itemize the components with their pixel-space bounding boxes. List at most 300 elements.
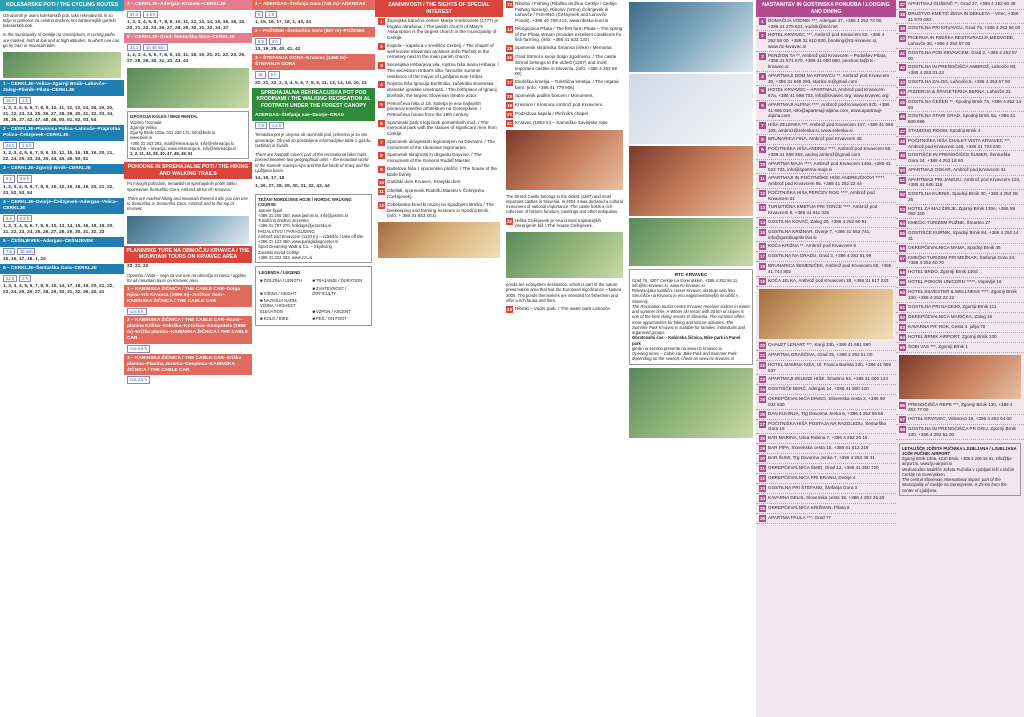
cycle-route-0 xyxy=(0,80,124,125)
lodging-item-text: GOSTILNA PRI KRVAVCU, Grad 76, +386 4 252 56 00 xyxy=(908,25,1021,31)
sight-item xyxy=(375,119,503,138)
hike-trail-time: 5 h xyxy=(268,71,280,78)
sight-item-text: Petrovčeva hiša iz 18. stoletja je ena najlepših primerov kmečke arhitekture na Gorenjskem. / Petrovčeva house from the 18th century. xyxy=(387,100,482,118)
lodging-item xyxy=(756,474,896,484)
lodging-item-text: APARTMA PAULA ***, Grad 77 xyxy=(768,515,832,521)
castle-text: The Strmol Castle belongs to the oldest (1287) and most important castles in Slovenia. In 2004 it was declared a cultural monument of national importance. The castle hosts a rich collection of historic furniture, paintings and other antiquities. xyxy=(506,193,623,215)
lodging-item-number: 2 xyxy=(759,32,766,39)
cart-photo xyxy=(629,218,753,266)
forest-text-sl: Tematska pot je urejena ob ravninski poti, primerna je za vse generacije. Ob poti so postavljene informacijske table o gozdu, rastlinah in živalih. xyxy=(255,132,372,148)
cycling-intro-sl: Označenih je osem kolesarskih poti, tako rekreativnih, ki so lažje in primerne za celotno družino, kot zahtevnejših gorskih kolesarskih poti. xyxy=(3,12,116,28)
sight-item-number: 15 xyxy=(506,46,512,52)
lodging-item-number: 8 xyxy=(759,136,766,143)
rental-line: Vozimo / Kontakt xyxy=(130,119,162,125)
sight-item-text: Krvavec (1853 m) – Kamniško Savinjske Alpe xyxy=(515,119,608,125)
sights-column xyxy=(375,0,503,717)
airport-title: LETALIŠČE JOŽETA PUČNIKA LJUBLJANA / LJUBLJANA JOŽE PUČNIK AIRPORT xyxy=(902,445,1017,456)
lodging-item-number: 22 xyxy=(759,362,765,368)
lodging-item-number: 33 xyxy=(759,486,765,492)
legend-title: LEGENDA / LEGEND xyxy=(259,270,301,276)
lodging-item-number: 53 xyxy=(899,206,905,212)
lodging-item-number: 16 xyxy=(759,244,765,250)
field-photo xyxy=(3,52,121,78)
lodging-item xyxy=(896,323,1024,333)
lodging-item-number: 56 xyxy=(899,245,905,251)
bike-rental-box xyxy=(127,111,249,159)
lodging-item-number: 66 xyxy=(899,402,905,408)
cycle-route-km: 6,6 xyxy=(3,215,15,222)
sight-item-number: 20 xyxy=(506,111,512,117)
ski-text-en: The Recreation tourist centre Krvavec receives visitors in winter and summer time. A Winter ski resort with 30 km of slopes is one of the best skiing resorts in Slovenia. The summer offers more opportunities for hiking and leisure activities. The Summer Park Krvavec is suitable for families, individuals and organised groups. xyxy=(632,303,750,336)
sight-item xyxy=(375,61,503,80)
cycle-route-b-title: 7 – CERKLJE–Adergas–Krvavec–CERKLJE xyxy=(124,0,252,10)
interior-photo xyxy=(629,146,753,216)
lodging-item xyxy=(896,425,1024,439)
sight-item xyxy=(503,53,626,78)
lodging-item-number: 29 xyxy=(759,446,765,452)
lodging-item xyxy=(896,244,1024,254)
sight-item-text: Rojstna hiša Ignacija Borštnika, začetnika slovenske dramske igralske umetnosti. / The birthplace of Ignacij Borštnik, the largest Slovenian theatre actor. xyxy=(387,81,497,98)
lodging-item-text: GOSTILNA IN PRENOČIŠČA PR OGU, Zgornji Brnik 130, +386 4 252 51 00 xyxy=(908,426,1016,437)
lodging-item xyxy=(756,434,896,444)
lodging-item-text: HOTEL ZA MAJ ŽIRIJE, Zgornji Brnik 130e, +386 59 092 100 xyxy=(908,205,1015,217)
sight-item-text: Spominski park s kipi bork pomembnih mož. / The memorial park with the statues of significant men from Cerklje. xyxy=(387,119,497,137)
lodging-item-number: 10 xyxy=(759,161,765,167)
dish-photo xyxy=(899,355,1021,399)
cyclist-photo xyxy=(759,289,893,339)
lodging-item-number: 65 xyxy=(899,344,905,350)
cycle-route-nums: 1, 2, 3, 4, 5, 6, 7, 8, 9, 10, 13, 14, 15, 16, 18, 19, 20, 21, 22, 23, 24, 25, 26, 27, 28, 29, 30, 31, 32, 33 xyxy=(3,223,114,235)
sight-item-number: 13 xyxy=(506,2,512,7)
lodging-item-number: 1 xyxy=(759,18,766,25)
cycle-route-b-1 xyxy=(124,33,252,66)
lodging-item xyxy=(756,444,896,454)
lodging-item xyxy=(756,145,896,159)
cycle-route-nums: 1, 2, 3, 4, 5, 6, 7, 8, 9, 10, 12, 16, 18, 19, 20, 21, 22, 23, 52, 53, 54 xyxy=(3,184,114,196)
lodging-item xyxy=(756,218,896,228)
lodging-item-number: 37 xyxy=(899,2,905,7)
sight-item xyxy=(375,138,503,151)
airport-addr: Zgornji Brnik 130a, 4210 Brnik, +386 4 206 19 81, info@lju-airport.si, www.lju-airport.si xyxy=(902,456,1013,467)
lodging-item-text: ŠOBI VAS ***, Zgornji Brnik 1 xyxy=(908,343,968,349)
lodging-item-number: 9 xyxy=(759,146,766,153)
lodging-item-text: POČITNIŠKA HIŠA PERČEV ROG ****, Ambrož pod Krvavcem 51 xyxy=(768,189,875,201)
hike-trail-nums: 13, 19, 28, 40, 41, 42 xyxy=(255,47,301,53)
lodging-item-text: TURISTIČNA KMETIJA PRI TONCE ****, Ambrož pod Krvavcem 6, +386 41 611 325 xyxy=(768,204,878,216)
cycle-route-time: 0,5 h xyxy=(17,175,32,182)
lodging-item-number: 20 xyxy=(759,342,765,348)
lodging-item-number: 31 xyxy=(759,466,765,472)
lodging-item xyxy=(756,203,896,217)
lodging-item-text: BAR PIPA, Slovenska cesta 15, +386 41 613 218 xyxy=(768,445,869,451)
legend-item: ■ TRAJANJE / DURATION xyxy=(312,278,363,284)
contacts-title: TEŽAVI NORDIJSKE HOJE / NORDIC WALKING COURSE xyxy=(258,197,352,208)
sight-item-text: Podzidova kapela / Plečnik's chapel xyxy=(515,110,588,116)
lodging-item xyxy=(756,242,896,252)
airport-text-sl: Mednarodno letališče Jožeta Pučnika v Ljubljani leži v občini Cerklje na Gorenjskem. xyxy=(902,466,1014,477)
sight-item-text: Ekološka kmetija – Turistična kmetija. / The organic farm. (info: +386 41 779 906) xyxy=(515,79,620,90)
church-photo xyxy=(629,2,753,72)
forest-nums-2: 1, 26, 27, 28, 29, 30, 31, 32, 43, 44 xyxy=(255,184,330,190)
lodging-item-number: 19 xyxy=(759,278,765,284)
sight-item-number: 1 xyxy=(378,18,385,25)
sight-item xyxy=(503,78,626,91)
cable-route-title: 1 – KABINSKA ŽIČNICA / THE CABLE CAR–Dolga Njiva–vrh Krvavca (1999 m)–Jurčkov dom–KABINSKA ŽIČNICA / THE CABLE CAR xyxy=(124,285,252,307)
cycle-route-time: 30 min xyxy=(17,248,36,255)
sight-item xyxy=(375,17,503,42)
cycle-route-b-time: 1h 45 min xyxy=(143,44,167,51)
cable-route-1 xyxy=(124,316,252,353)
lodging-item-number: 64 xyxy=(899,334,905,340)
lodging-item-text: DAN KUHINJA, Trg Davorina Jenka 5, +386 4 252 55 55 xyxy=(768,410,884,416)
cycle-route-nums: 1, 2, 3, 4, 5, 6, 7, 8, 9, 10, 14, 17, 18, 19, 20, 21, 22, 23, 24, 25, 26, 27, 28, 29, 30, 31, 32, 36, 40, 41 xyxy=(3,284,114,296)
lodging-item-number: 12 xyxy=(759,190,765,196)
cycle-route-time: 1,5 h xyxy=(19,142,34,149)
lodging-item-number: 36 xyxy=(759,516,765,522)
sight-item-text: Barletova hiša z spominsko ploščo. / The house of the Barle family. xyxy=(387,165,497,177)
contact-line: +386 41 222 333, www.zzc.si xyxy=(258,254,313,260)
sight-item-text: Spomenik skrajnosti in drigantu Dayvine. / The monument of the General Rudolf Maister. xyxy=(387,152,482,164)
sight-item-number: 10 xyxy=(378,180,384,186)
lodging-item-number: 57 xyxy=(899,255,905,261)
lodging-item-text: POČITNIŠKA HIŠA ANDREJ ****, Ambrož pod Krvavcem 58, +386 41 668 253, andrej.ambrož@gmail.com xyxy=(768,146,892,158)
meadow-photo xyxy=(127,68,249,108)
contacts-box xyxy=(255,194,372,263)
cycle-route-title: 4 – CERKLJE–Dvorje–Češnjevek–Adergas–Velica–CERKLJE xyxy=(0,198,124,214)
lodging-item-number: 15 xyxy=(759,229,765,235)
sights-column-2 xyxy=(503,0,626,717)
trails-column xyxy=(252,0,375,717)
sight-item xyxy=(375,165,503,178)
lodging-item xyxy=(896,303,1024,313)
lodging-item xyxy=(896,0,1024,10)
bike-rental-title: IZPOSOJA KOLES / BIKE RENTAL xyxy=(130,114,198,120)
lodging-item xyxy=(756,52,896,72)
lodging-item xyxy=(896,88,1024,98)
ski-title: RTC KRVAVEC xyxy=(674,272,708,277)
sight-item xyxy=(503,0,626,25)
lodging-item-number: 41 xyxy=(899,50,905,56)
lodging-item-text: GOSTILNA POD KRVAVCEM, Grad 2, +386 4 252 57 00 xyxy=(908,49,1018,61)
contact-line: Zaratski zavod Cerklje xyxy=(258,249,300,255)
lodging-item-text: APARTMAJI DOM NA KRVAVCU **, Ambrož pod Krvavcem 30, +386 31 648 293, stanko.m@gmail.com xyxy=(768,72,890,84)
cycle-route-km: 22,1 xyxy=(3,142,17,149)
bike-rental-nums: 1, 3, 11, 24, 28, 30, 47, 48, 49, 51 xyxy=(130,151,193,157)
sight-item-number: 7 xyxy=(378,139,385,146)
lodging-item-text: PIZZERIJA & ŠPAGETERIJA BERNA, Lahovče 21 xyxy=(908,88,1011,94)
sight-item-number: 8 xyxy=(378,152,385,159)
lodging-item xyxy=(896,112,1024,126)
lodging-item xyxy=(756,189,896,203)
lodging-item-text: POČITNIŠKA HIŠA POSTAJA NA RAZGLEDU, Šenturška Gora 15 xyxy=(768,420,886,432)
lodging-item-text: APARTMAJI ALPINA ****, Ambrož pod Krvavcem 67b, +386 41 686 010, info@apartmaji-alpina.com, www.apartmaji-alpina.com xyxy=(768,101,890,119)
sight-item-number: 17 xyxy=(506,80,512,86)
sight-item-number: 9 xyxy=(378,166,385,173)
lodging-item xyxy=(896,49,1024,63)
lodging-item-number: 26 xyxy=(759,411,765,417)
lodging-item xyxy=(896,190,1024,204)
lodging-item-number: 34 xyxy=(759,496,765,502)
cable-route-title: 2 – KABINSKA ŽIČNICA / THE CABLE CAR–Razor–planina Kriška–Kokrška–Korošica–Kompotela (1989 m)–Križka planina–KABINSKA ŽIČNICA / THE CABLE CAR xyxy=(124,316,252,344)
sight-item-text: Secesijska Hribarjeva vila, rojstna hiša Ivana Hribarja. / The secession Hribar's villa, favourite summer residence of the mayor of Ljubljana Ivan Hribar. xyxy=(387,62,500,79)
lodging-item-text: KAVARNA DELIS, Slovenska cesta 15, +386 4 252 25 25 xyxy=(768,495,885,501)
sight-item-number: 11 xyxy=(379,189,384,195)
cycle-route-km: 9,2 xyxy=(3,175,15,182)
lodging-item xyxy=(756,174,896,188)
lodging-item-text: GOSTILNA STARI GRAD, Spodnji Brnik 5a, +386 41 608 696 xyxy=(908,113,1016,125)
lodging-item xyxy=(756,361,896,375)
lodging-item-number: 28 xyxy=(759,436,765,442)
cycling-column xyxy=(0,0,124,717)
cycle-route-5 xyxy=(0,264,124,297)
lodging-item xyxy=(896,10,1024,24)
lodging-item-text: HOTEL BRDO, Zgornji Brnik 130d xyxy=(908,269,978,275)
lodging-item-number: 17 xyxy=(759,254,765,260)
cycle-route-1 xyxy=(0,125,124,164)
cycle-route-title: 6 – CERKLJE–Šenturška Gora–CERKLJE xyxy=(0,264,124,274)
lodging-item xyxy=(756,121,896,135)
lodging-item-text: DRUŠTVO KMETIČ ŽENA IN DEKLETA – Vrtec, +386 41 870 020 xyxy=(908,11,1019,22)
sight-item xyxy=(503,110,626,119)
lodging-item-text: KMEČKI TURIZEM PRI MEŽNAR, Štefanja Gora 24, +386 4 252 60 70 xyxy=(908,254,1016,266)
sight-item-text: Ribolov / Fishing (Ribiška družina Cerklje / Cerklje Fishing Society). Ribolov (Vrtno) Češnjevek in Lahovče / FISHING (Češnjevek and Lahovče Ponds). +386 40 768 214, www.ribiska-kunt.si xyxy=(515,1,617,24)
lodging-item-text: KMEČKI TURIZEM PUŽNE, Šmartno 27 xyxy=(908,220,991,226)
lodging-item-number: 5 xyxy=(759,87,766,94)
lodging-item-number: 68 xyxy=(899,427,905,433)
lodging-item xyxy=(756,454,896,464)
lodging-item-text: OKREPČEVALNICA KRIŽMAN, Pšata 8 xyxy=(768,505,850,511)
lodging-item-text: GOSTILNA IN PRENOČIŠČA AMBROŽ, Lahovče 80, +386 4 252 31 23 xyxy=(908,64,1017,76)
lodging-item-text: BAR ŠUMI, Trg Davorina Jenka 7, +386 4 252 46 31 xyxy=(768,455,875,461)
lodging-item-number: 55 xyxy=(899,231,905,237)
sight-item-number: 4 xyxy=(378,81,385,88)
cycle-route-time: 1 h xyxy=(19,97,31,104)
sight-item-text: Spomenik ukrajinskim legionarjem na Davovini. / The monument of the Ukrainian legionaries. xyxy=(387,138,495,150)
lodging-item xyxy=(756,86,896,100)
lodging-item-number: 7 xyxy=(759,122,766,129)
village-photo xyxy=(378,222,500,258)
lodging-item-text: OKREPČEVALNICA MAMA, Spodnji Brnik 35 xyxy=(908,244,1001,250)
lodging-item xyxy=(896,313,1024,323)
hills-photo xyxy=(629,368,753,438)
lodging-item xyxy=(756,31,896,51)
sight-item-text: Župnijska baročna cerkev Marije Vnebovzete (1777) je bogato okrašena. / The parish church of Mary's Assumption is the largest church in the municipality of Cerklje. xyxy=(387,18,499,41)
cycle-route-km: 7,6 xyxy=(3,248,15,255)
sight-item-number: 5 xyxy=(378,101,385,108)
legend-item: ■ DOLŽINA / LENGTH xyxy=(260,278,303,284)
sight-item xyxy=(375,151,503,164)
sight-item-number: 18 xyxy=(506,93,512,99)
lodging-item-number: 38 xyxy=(899,12,905,17)
lodging-item-text: POČITNIŠKA HIŠA CHALET VISTA KRVAVEC ***, Ambrož pod Krvavcem 146, +386 41 723 040 xyxy=(908,137,1011,149)
lodging-item xyxy=(756,464,896,474)
hike-trail-2 xyxy=(252,54,375,87)
lodging-item-number: 30 xyxy=(759,456,765,462)
ski-info-title: Obratovalni čas – Kabinska žičnica, Bike park in Panel park xyxy=(632,335,741,346)
ponds-photo xyxy=(506,232,623,278)
sight-item-number: 21 xyxy=(506,120,512,126)
lodging-item xyxy=(896,333,1024,343)
cycle-route-b-km: 37,2 xyxy=(127,11,141,18)
hike-trail-time: 1 h xyxy=(265,11,277,18)
hike-trail-nums: 20, 21, 22, 2, 3, 4, 5, 6, 7, 8, 9, 11, 13, 14, 16, 20, 22 xyxy=(255,80,367,86)
ski-summer: Opening times – Cable car, Bike Park and Summer Park: depending on the season, check on www.rtc-krvavec.si xyxy=(632,351,738,362)
lodging-item xyxy=(896,219,1024,229)
airport-box xyxy=(899,443,1021,496)
lodging-item-text: HOTEL POKION UNICORN *****, Vopovlje 16 xyxy=(908,279,1002,285)
lodging-item-number: 62 xyxy=(899,314,905,320)
cable-route-time: cca 5 h xyxy=(127,308,147,315)
hike-trail-km: 9,9 xyxy=(255,38,267,45)
contact-line: Jasmin Šparl xyxy=(258,207,283,213)
lodging-item-text: HOTEL KRVAVEC, Velesovo 19, +386 4 252 54 00 xyxy=(908,416,1012,422)
lodging-item xyxy=(896,176,1024,190)
lodging-item xyxy=(756,262,896,276)
cycle-route-4 xyxy=(0,237,124,264)
sight-item-text: Kapela – kapelica v središču Cerkelj. / The chapel of well known Slovenian architect Jože Plečnik in the cemetery next to the main parish church. xyxy=(387,42,494,60)
lodging-item-number: 6 xyxy=(759,102,766,109)
lodging-item xyxy=(896,63,1024,77)
cycle-route-3 xyxy=(0,198,124,237)
legend-box xyxy=(255,266,372,326)
sight-item-number: 2 xyxy=(378,43,385,50)
cable-route-time: cca 4,5 h xyxy=(127,345,150,352)
contact-line: +386 31 205 250, www.jasmin.si, info@jasmin.si xyxy=(258,212,348,218)
lodging-item xyxy=(756,277,896,287)
lodging-item xyxy=(896,151,1024,165)
lodging-item xyxy=(756,160,896,174)
cycle-route-title: 1 – CERKLJE–Velica–Zgornji Brnik–Lahovče–Zalog–Pšenik–Pšata–CERKLJE xyxy=(0,80,124,96)
lodging-column xyxy=(756,0,896,717)
lodging-item xyxy=(756,484,896,494)
sight-item-text: Gasilski dom Krvavec, Kranjski dom. xyxy=(387,179,462,185)
lodging-item-text: GOSTILNA ZALOG, Lahovče 5, +386 4 252 57 00 xyxy=(908,78,1011,84)
hiking-intro-sl: Po mnogih pohodnih, tematskih in sprehajalnih poteh lahko spoznavate Šenturško Goro, Ambrož ali na vrh Krvavca. xyxy=(127,181,237,192)
lodging-item-text: APARTMAJI ZELENE HIŠE, Šmartno 64, +386 31 000 123 xyxy=(768,376,888,382)
lodging-item xyxy=(756,252,896,262)
lodging-item-text: GOSTIŠČE KURNIK, Spodnji Brnik 84, +386 4 252 14 31 xyxy=(908,230,1019,241)
cycle-route-b-time: 3,5 h xyxy=(143,11,158,18)
lodging-item-text: GOSTILNA ČEŠEN **, Spodnji Brnik 73, +386 4 252 14 94 xyxy=(908,98,1021,110)
rental-line: www.bele.si xyxy=(130,135,153,141)
cable-route-time: cca 3,5 h xyxy=(127,376,150,383)
sight-item xyxy=(375,201,503,220)
lodging-item-number: 13 xyxy=(759,205,765,211)
sight-item xyxy=(375,187,503,200)
lodging-item-text: APARTMA GRAŠČINA, Grad 25, +386 4 252 51 00 xyxy=(768,351,873,357)
lodging-item-number: 52 xyxy=(899,192,905,198)
legend-item: ■ VZPON / ASCENT xyxy=(312,308,351,314)
hike-trail-title: 2 – POŽENIK–Šenturška Gora (867 m)–POŽENIK xyxy=(252,27,375,37)
cycle-route-b-0 xyxy=(124,0,252,33)
cycling-intro-en: In the municipality of Cerklje na Gorenjskem, 8 cycling paths are marked, both at low and at high altitudes, to which one can go by train or mountain bike. xyxy=(3,32,120,48)
contact-line: Turistično društvo Jezersko xyxy=(258,218,309,224)
legend-item: ■ PEŠ / ON FOOT xyxy=(312,315,347,321)
cycle-route-nums: 1, 2, 3, 4, 5, 6, 7, 8, 9, 10, 11, 12, 13, 14, 18, 19, 20, 21, 22, 23, 24, 25, 26, 27, 28, 29, 30, 31, 32, 33, 34, 35, 36, 37, 42, 47, 48, 49, 50, 51, 52, 53, 54 xyxy=(3,106,114,124)
sight-item xyxy=(375,42,503,61)
contact-line: Šport Dreaming Walk & Co. – Skydiving xyxy=(258,244,332,250)
lodging-item xyxy=(896,205,1024,219)
lodging-item-text: KOČA JELKA, Ambrož pod Krvavcem 28, +386 31 617 233 xyxy=(768,277,889,283)
cycle-route-km: 16,7 xyxy=(3,97,17,104)
legend-item: ■ NAJVIŠJA NADM. VIŠINA / HIGHEST ELEVATION xyxy=(260,298,298,314)
cycle-route-b-nums: 1, 2, 3, 4, 5, 6, 7, 8, 9, 10, 11, 18, 19, 20, 21, 22, 23, 26, 27, 28, 29, 30, 31, 32, 43, 44 xyxy=(127,53,246,65)
lodging-item-text: GOSTILNA KRIŽNAR, Dvorje 7, +386 41 662 741, info@gostilnaprikrizar.si xyxy=(768,228,871,240)
lodging-item-number: 45 xyxy=(899,99,905,105)
lodging-item-number: 40 xyxy=(899,36,905,42)
lodging-item xyxy=(896,24,1024,34)
lodging-item-text: GOSTILNA KOVAČ, Zalog 20, +386 4 252 60 91 xyxy=(768,218,867,224)
cycle-route-time: 2 h xyxy=(19,275,31,282)
sight-item-number: 6 xyxy=(378,120,385,127)
lodging-item-text: HOTEL SILVESTER & WELLNESS ****, Zgornji Brnik 130, +386 4 252 22 22 xyxy=(908,289,1017,300)
hike-trail-km: 6 xyxy=(255,11,263,18)
lodging-item-text: GOSTIŠČE IN PRENOČIŠČE ŠUMER, Šenturška Gora 24, +386 4 252 18 60 xyxy=(908,152,1011,164)
lodging-item-text: OKREPČEVALNICA MARIČKA, Zalog 15 xyxy=(908,313,993,319)
lodging-item-number: 42 xyxy=(899,65,905,71)
cycle-route-b-km: 24,1 xyxy=(127,44,141,51)
hike-trail-km: 15 xyxy=(255,71,266,78)
sight-item-text: Spomenik padlim borcem / Monument. xyxy=(515,92,594,98)
lodging-item xyxy=(756,514,896,524)
lodging-item xyxy=(896,78,1024,88)
lodging-item-text: BAR MARINA, Ulica Rabina 7, +386 4 252 26 16 xyxy=(768,435,868,441)
lodging-item xyxy=(896,268,1024,278)
lodging-item-number: 35 xyxy=(759,506,765,512)
ponds-text: ponds are ecosystem destination, which is part of the nature preservation area that has the European significance – Natura 2000. The ponds themselves are intended for fishermen and offer a rich fauna and flora. xyxy=(506,282,622,303)
lodging-item xyxy=(896,229,1024,243)
mountain-tours-header: PLANINSKE TURE NA OBMOČJU KRVAVCA / THE MOUNTAIN TOURS ON KRVAVEC AREA xyxy=(124,246,252,263)
sight-item-text: Obelisk, spomenik Rudolfu Maistru v Češnjevku (Češnjevek). xyxy=(387,188,485,200)
lodging-item-number: 44 xyxy=(899,89,905,95)
lodging-item xyxy=(756,504,896,514)
hiking-intro-en: There are marked hiking and mountain themed trails you can use to Šenturška or Šenturška Gora, Ambrož and to the top of Krvavec. xyxy=(127,195,248,212)
lodging-item-text: HOTEL KRVAVEC – APARTMAJI, Ambrož pod Krvavcem 67a, +386 41 698 702, info@krvavec.org, www.krvavec.org xyxy=(768,87,889,99)
cycle-route-title: 3 – CERKLJE–Zgornji Brnik–CERKLJE xyxy=(0,164,124,174)
cycle-route-b-title: 8 – CERKLJE–Grad–Šenturška Gora–CERKLJE xyxy=(124,33,252,43)
sight-item xyxy=(503,92,626,101)
lodging-item-text: PRENOČIŠČA REPE ***, Zgornji Brnik 130, +386 4 252 77 00 xyxy=(908,401,1013,413)
sight-item xyxy=(375,100,503,119)
lodging-item-text: KAVARNA PR' ROK, Cesta 4. julija 70 xyxy=(908,323,986,329)
cycle-route-time: 0,5 h xyxy=(17,215,32,222)
lodging-item xyxy=(756,228,896,242)
hike-trail-title: 1 – ADERGAS–Štefanja Gora (748 m)–ADERGAS xyxy=(252,0,375,10)
sight-23-badge: 23 xyxy=(506,307,512,313)
sight-item xyxy=(503,119,626,128)
lodging-item xyxy=(896,127,1024,137)
lodging-item-number: 24 xyxy=(759,387,765,393)
cycling-header: KOLESARSKE POTI / THE CYCLING ROUTES xyxy=(0,0,124,11)
lodging-item xyxy=(896,98,1024,112)
lodging-item-text: PENZION TA **, Ambrož pod Krvavcem – Podolšev Pšata, +386 41 571 670, +386 31 000 880, penzion.ta@rtc-krvavec.si xyxy=(768,52,887,70)
lodging-item-text: BRUNARICA ŠEMENIČEK, Ambrož pod Krvavcem 60, +386 41 744 802 xyxy=(768,263,892,275)
mountain-photo xyxy=(127,216,249,244)
cycle-route-nums: 15, 16, 17, 18, 1, 24 xyxy=(3,256,46,262)
forest-time: 1,5 h xyxy=(269,122,284,129)
ski-info-line: glede na sezono preverite na www.rtc-krvavec.si xyxy=(632,345,722,351)
lodging-item-number: 48 xyxy=(899,138,905,144)
lodging-item-text: HIŠA ZELENKA ***, Ambrož pod Krvavcem 137, +386 41 668 105, ambroz@zelenka.si, www.zelenka.si xyxy=(768,122,893,133)
cycle-route-2 xyxy=(0,164,124,197)
lodging-item-text: HOTEL KRVAVEC ***, Ambrož pod Krvavcem 50, +386 4 252 58 00, +386 31 610 830, booking@rtc-krvavec.si, www.rtc-krvavec.si xyxy=(768,32,885,49)
lodging-item-number: 63 xyxy=(899,324,905,330)
rental-line: +386 31 303 293, mail@rekreacija.si, info@rekreacija.si xyxy=(130,140,234,146)
lodging-item xyxy=(896,254,1024,268)
sight-23-text: Ribniki – Vodni park. / The water park Lahovče. xyxy=(515,306,612,312)
sight-item-text: Grad Strmol s svojo dolgo zgodovino. / The castle Strmol belongs to the oldest (1287) and most important castles in Slovenia. (info: +386 4 252 59 00) xyxy=(515,54,618,77)
lodging-item-number: 11 xyxy=(760,176,765,182)
